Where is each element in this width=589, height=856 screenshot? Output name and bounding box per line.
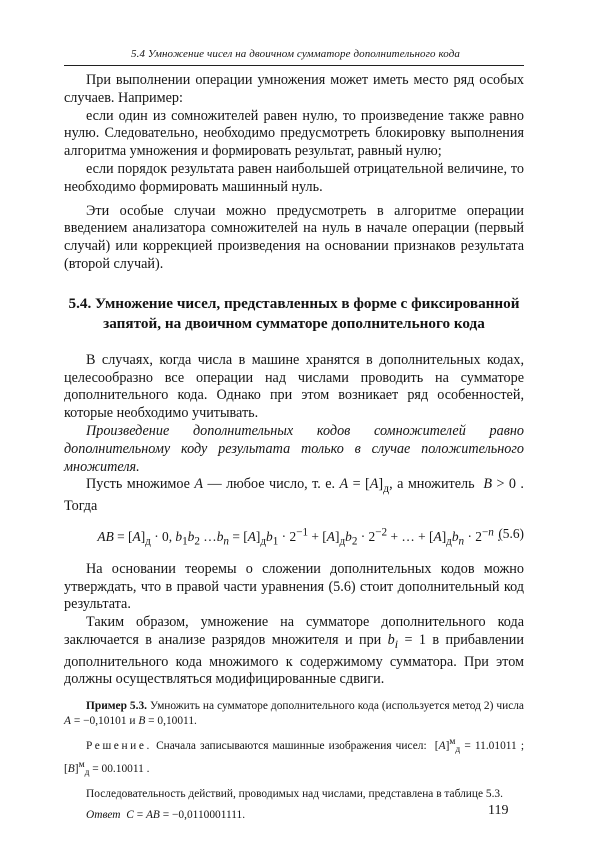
running-head: 5.4 Умножение чисел на двоичном сумматоре дополнительного кода xyxy=(131,48,460,60)
example-5-3 xyxy=(64,699,524,823)
example-answer: Ответ C = AB = −0,0110001111. xyxy=(86,809,246,822)
page-body xyxy=(64,72,524,829)
example-solution: Решение. Сначала записываются машинные изображения чисел: $[A]^м_д = 11.01011$ ; $[B]^м_д = 00.10011$ . xyxy=(64,737,524,779)
example-statement: Пример 5.3. Умножить на сумматоре дополнительного кода (используется метод 2) числа A = −0,10101 и B = 0,10011. xyxy=(64,700,524,728)
paragraph-special-cases: При выполнении операции умножения может иметь место ряд особых случаев. Например: xyxy=(64,72,524,106)
section-title: 5.4. Умножение чисел, представленных в форме с фиксированной запятой, на двоичном сумматоре дополнительного кода xyxy=(68,294,520,332)
formula-number: (5.6) xyxy=(498,525,524,541)
solution-label: Решение. xyxy=(86,739,152,752)
paragraph-theorem-italic: Произведение дополнительных кодов сомножителей равно дополнительному коду результата только в случае положительного множителя. xyxy=(64,422,524,475)
formula-5-6 xyxy=(64,525,524,552)
paragraph-additional-codes: В случаях, когда числа в машине хранятся в дополнительных кодах, целесообразно все операции над числами проводить на сумматоре дополнительного кода. Однако при этом возникает ряд особенностей, которые необходимо учитывать. xyxy=(64,351,524,422)
paragraph-zero-factor: если один из сомножителей равен нулю, то произведение также равно нулю. Следовательно, необходимо предусмотреть блокировку выполнения алгоритма умножения и формировать результат, равный нулю; xyxy=(64,107,524,160)
formula-expression: AB = $[A]_д \cdot 0$, $b_1b_2$ $\dots b_n = [A]_дb_1 \cdot 2^{-1} + [A]_дb_2 \cdot 2^{-2}$ + … + $[A]_дb_n \cdot 2^{-n}$ . xyxy=(97,526,501,548)
paragraph-theorem-conclusion: На основании теоремы о сложении дополнительных кодов можно утверждать, что в правой части уравнения (5.6) стоит дополнительный код результата. xyxy=(64,560,524,613)
page-number: 119 xyxy=(488,803,509,818)
paragraph-machine-zero: если порядок результата равен наибольшей отрицательной величине, то необходимо формировать машинный нуль. xyxy=(64,160,524,195)
paragraph-let-multiplicand: Пусть множимое A — любое число, т. е. $A = [A]_д$, а множитель B > 0 . Тогда xyxy=(64,476,524,514)
paragraph-method-summary: Таким образом, умножение на сумматоре дополнительного кода заключается в анализе разрядов множителя и при $b_i = 1$ в прибавлении дополнительного кода множимого к содержимому сумматора. При этом должны осуществляться модифицированные сдвиги. xyxy=(64,614,524,688)
header-rule xyxy=(64,65,524,66)
paragraph-special-cases-handling: Эти особые случаи можно предусмотреть в алгоритме операции введением анализатора сомножителей на нуль в начале операции (первый случай) или коррекцией произведения на основании признаков результата (второй случай). xyxy=(64,202,524,272)
example-sequence: Последовательность действий, проводимых над числами, представлена в таблице 5.3. xyxy=(86,788,503,801)
example-label: Пример 5.3. xyxy=(86,700,147,713)
answer-label: Ответ xyxy=(86,809,121,822)
